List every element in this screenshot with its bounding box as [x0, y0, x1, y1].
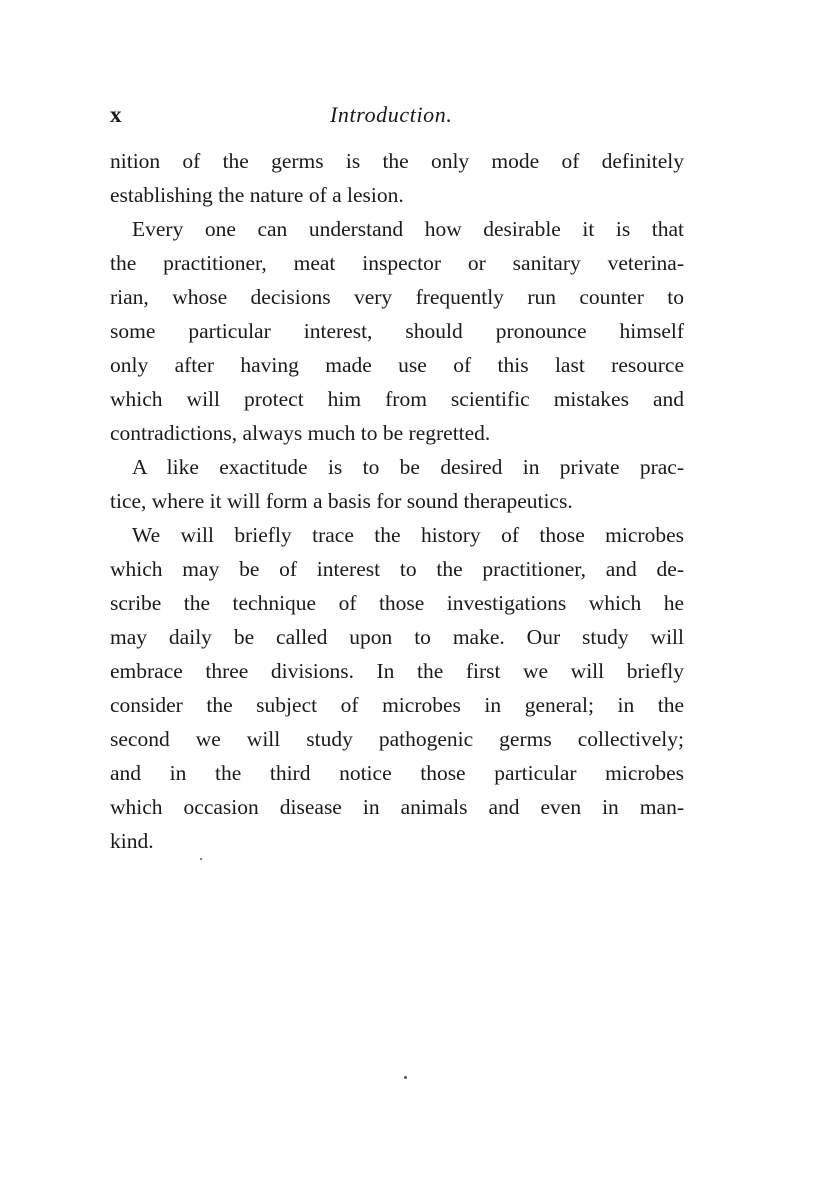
- text-line: rian, whose decisions very frequently run counter to: [110, 285, 684, 309]
- text-line: A like exactitude is to be desired in private prac-: [132, 455, 684, 479]
- text-line: Every one can understand how desirable it is that: [132, 217, 684, 241]
- text-line: consider the subject of microbes in general; in the: [110, 693, 684, 717]
- text-line: tice, where it will form a basis for sound therapeutics.: [110, 489, 573, 513]
- text-line: and in the third notice those particular microbes: [110, 761, 684, 785]
- page-number: x: [110, 102, 122, 127]
- text-line: contradictions, always much to be regretted.: [110, 421, 491, 445]
- text-line: establishing the nature of a lesion.: [110, 183, 404, 207]
- text-line: the practitioner, meat inspector or sanitary veterina-: [110, 251, 684, 275]
- text-line: We will briefly trace the history of those microbes: [132, 523, 684, 547]
- text-line: may daily be called upon to make. Our study will: [110, 625, 684, 649]
- text-line: scribe the technique of those investigations which he: [110, 591, 684, 615]
- paper-speck: [404, 1076, 407, 1079]
- paper-speck: [200, 858, 202, 860]
- text-line: only after having made use of this last resource: [110, 353, 684, 377]
- text-line: which will protect him from scientific mistakes and: [110, 387, 684, 411]
- running-head: Introduction.: [330, 102, 453, 127]
- text-line: which occasion disease in animals and even in man-: [110, 795, 684, 819]
- text-line: which may be of interest to the practitioner, and de-: [110, 557, 684, 581]
- text-line: embrace three divisions. In the first we will briefly: [110, 659, 684, 683]
- text-line: some particular interest, should pronounce himself: [110, 319, 684, 343]
- page-header: [108, 98, 688, 132]
- text-line: kind.: [110, 829, 154, 853]
- text-line: second we will study pathogenic germs collectively;: [110, 727, 684, 751]
- body-text: [110, 144, 684, 858]
- text-line: nition of the germs is the only mode of definitely: [110, 149, 684, 173]
